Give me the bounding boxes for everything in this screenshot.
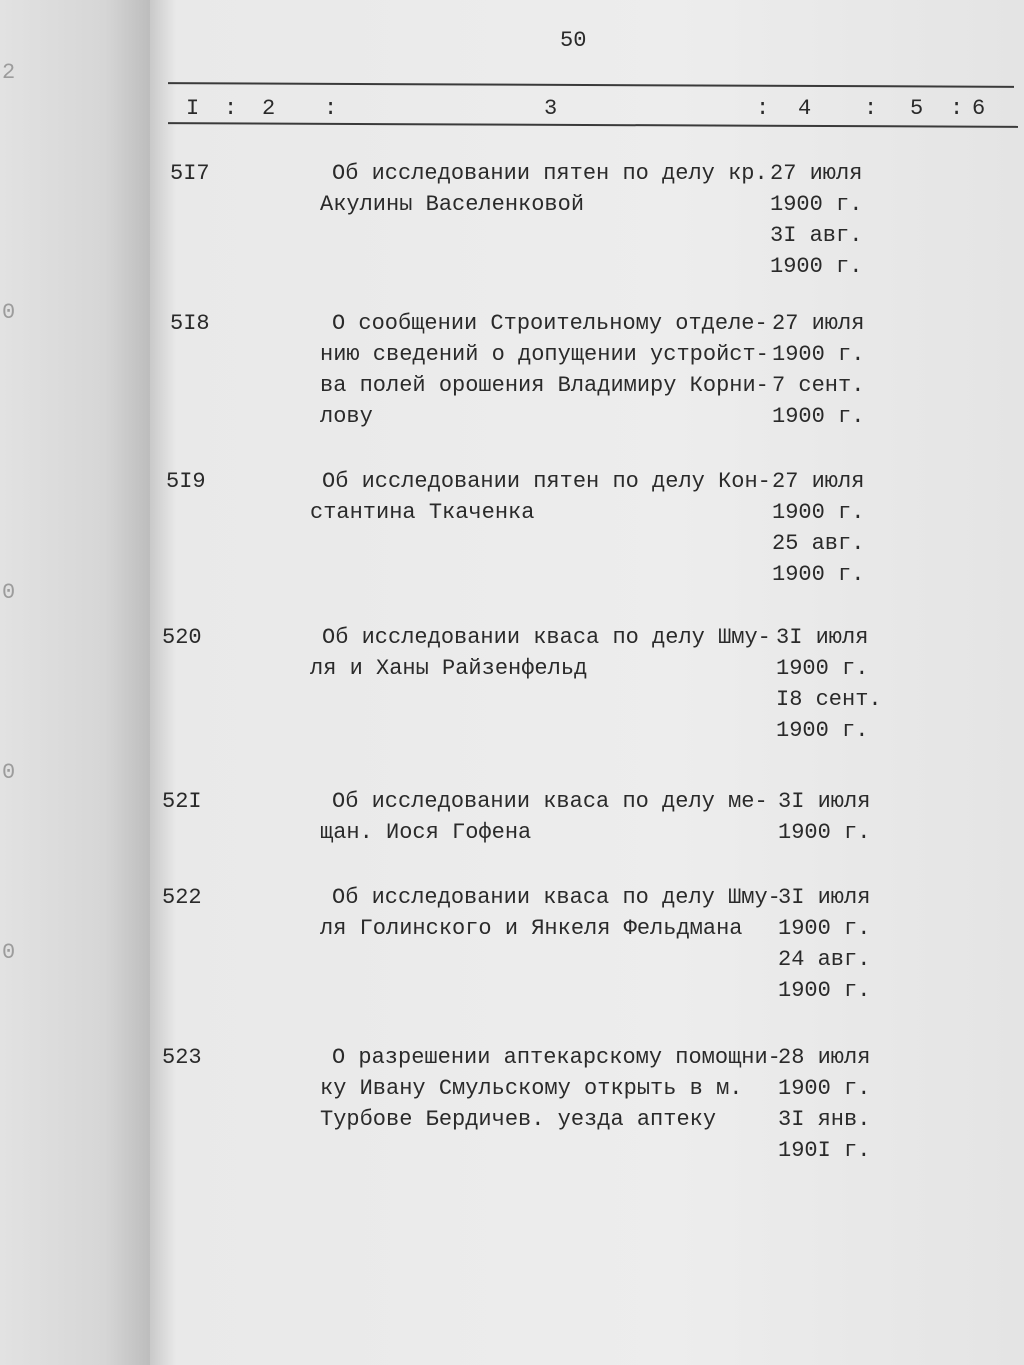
record-date-day-month: 3I авг.	[770, 223, 863, 248]
bleed-through-glyph: 2	[2, 60, 16, 85]
record-date-day-month: 28 июля	[778, 1045, 871, 1070]
record-date-year: 1900 г.	[776, 718, 869, 743]
column-header-2: 2	[262, 96, 276, 121]
record-description-line: ля и Ханы Райзенфельд	[310, 656, 588, 681]
record-date-year: 1900 г.	[778, 1076, 871, 1101]
record-date-year: 1900 г.	[772, 562, 865, 587]
record-date-day-month: 3I янв.	[778, 1107, 871, 1132]
record-number: 5I7	[170, 161, 210, 186]
record-description-line: Акулины Васеленковой	[320, 192, 585, 217]
record-date-year: 1900 г.	[772, 404, 865, 429]
record-description-line: стантина Ткаченка	[310, 500, 535, 525]
record-date-year: 1900 г.	[778, 820, 871, 845]
record-description-line: щан. Иося Гофена	[320, 820, 532, 845]
column-separator: :	[324, 96, 338, 121]
record-description-line: ва полей орошения Владимиру Корни-	[320, 373, 769, 398]
record-description-line: Об исследовании пятен по делу кр.	[332, 161, 768, 186]
column-separator: :	[224, 96, 238, 121]
record-description-line: О разрешении аптекарскому помощни-	[332, 1045, 781, 1070]
bleed-through-glyph: 0	[2, 760, 16, 785]
record-date-day-month: 3I июля	[776, 625, 869, 650]
column-separator: :	[864, 96, 878, 121]
record-date-year: 1900 г.	[778, 916, 871, 941]
column-header-6: 6	[972, 96, 986, 121]
record-number: 520	[162, 625, 202, 650]
column-header-1: I	[186, 96, 200, 121]
record-description-line: Об исследовании кваса по делу Шму-	[322, 625, 771, 650]
record-date-day-month: 3I июля	[778, 885, 871, 910]
column-header-5: 5	[910, 96, 924, 121]
record-description-line: Об исследовании кваса по делу ме-	[332, 789, 768, 814]
record-description-line: лову	[320, 404, 373, 429]
archive-page	[150, 0, 1024, 1365]
record-date-day-month: 24 авг.	[778, 947, 871, 972]
record-number: 522	[162, 885, 202, 910]
record-description-line: ку Ивану Смульскому открыть в м.	[320, 1076, 743, 1101]
record-number: 523	[162, 1045, 202, 1070]
record-date-year: 1900 г.	[772, 500, 865, 525]
record-date-year: 1900 г.	[776, 656, 869, 681]
column-separator: :	[950, 96, 964, 121]
bleed-through-glyph: 0	[2, 940, 16, 965]
header-bottom-rule	[168, 122, 1018, 128]
record-date-year: 1900 г.	[772, 342, 865, 367]
record-date-year: 1900 г.	[770, 192, 863, 217]
column-header-4: 4	[798, 96, 812, 121]
record-date-day-month: 7 сент.	[772, 373, 865, 398]
record-date-year: 1900 г.	[778, 978, 871, 1003]
header-top-rule	[168, 82, 1014, 88]
page-number: 50	[560, 28, 587, 53]
record-date-day-month: 27 июля	[772, 311, 865, 336]
record-date-day-month: 3I июля	[778, 789, 871, 814]
record-description-line: Турбове Бердичев. уезда аптеку	[320, 1107, 717, 1132]
column-separator: :	[756, 96, 770, 121]
column-header-3: 3	[544, 96, 558, 121]
bleed-through-glyph: 0	[2, 300, 16, 325]
record-date-day-month: I8 сент.	[776, 687, 882, 712]
record-date-day-month: 25 авг.	[772, 531, 865, 556]
record-number: 5I8	[170, 311, 210, 336]
record-date-day-month: 27 июля	[770, 161, 863, 186]
record-description-line: О сообщении Строительному отделе-	[332, 311, 768, 336]
record-description-line: нию сведений о допущении устройст-	[320, 342, 769, 367]
bleed-through-glyph: 0	[2, 580, 16, 605]
record-number: 52I	[162, 789, 202, 814]
record-number: 5I9	[166, 469, 206, 494]
record-description-line: Об исследовании пятен по делу Кон-	[322, 469, 771, 494]
record-date-day-month: 27 июля	[772, 469, 865, 494]
record-description-line: Об исследовании кваса по делу Шму-	[332, 885, 781, 910]
adjacent-page-edge	[0, 0, 150, 1365]
record-description-line: ля Голинского и Янкеля Фельдмана	[320, 916, 743, 941]
record-date-year: 190I г.	[778, 1138, 871, 1163]
record-date-year: 1900 г.	[770, 254, 863, 279]
